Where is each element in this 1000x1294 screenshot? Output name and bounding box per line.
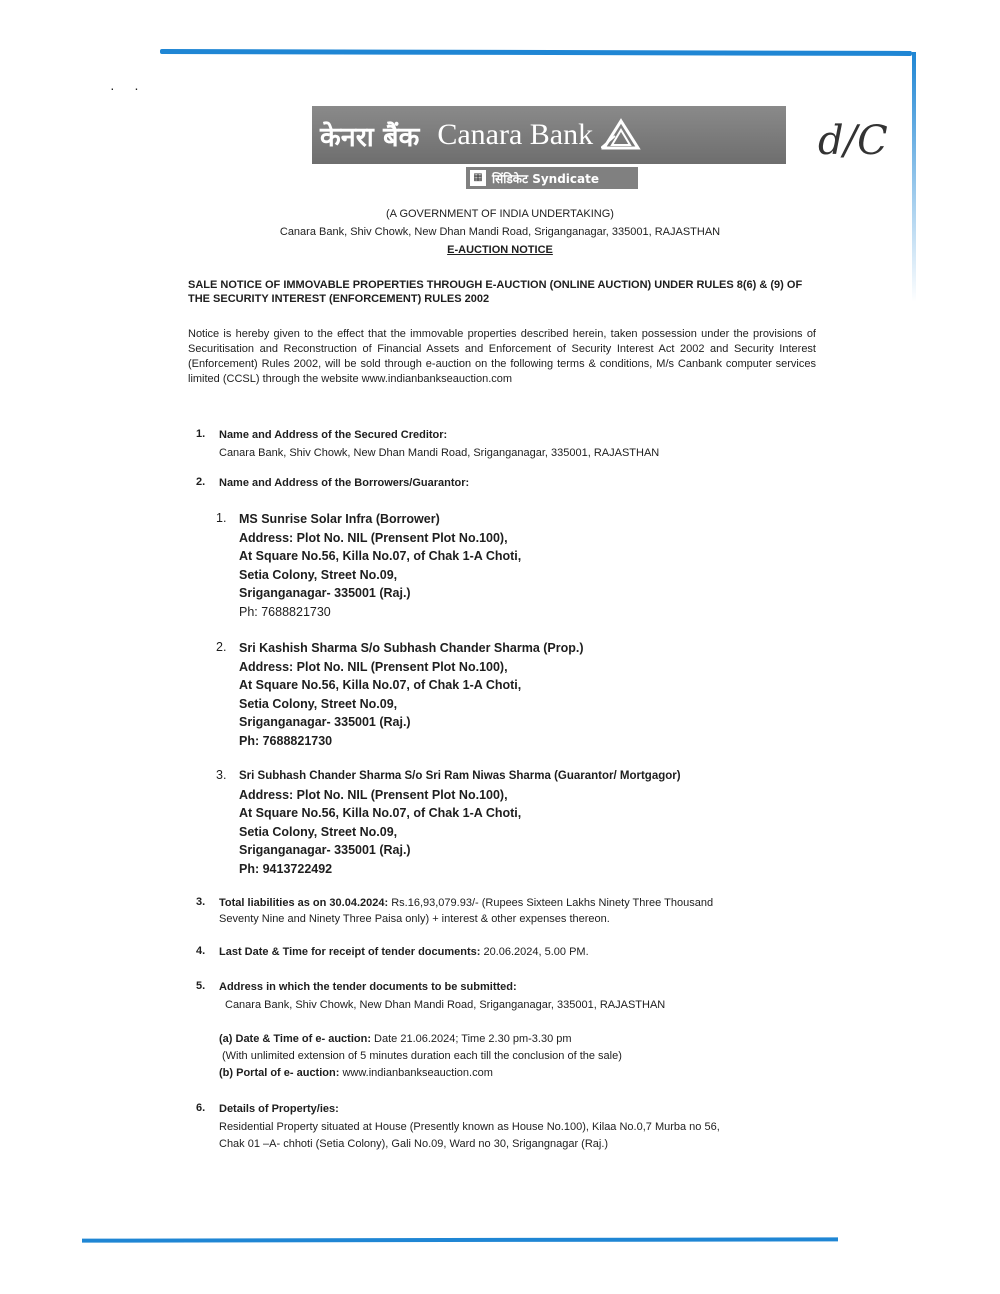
party-name: Sri Subhash Chander Sharma S/o Sri Ram Niwas Sharma (Guarantor/ Mortgagor)	[239, 770, 681, 782]
handwritten-mark: d/C	[818, 118, 888, 164]
notice-title: E-AUCTION NOTICE	[447, 244, 553, 256]
party-address: Setia Colony, Street No.09,	[239, 824, 398, 839]
party-1-number: 1.	[216, 511, 227, 525]
party-name: Sri Kashish Sharma S/o Subhash Chander Sharma (Prop.)	[239, 641, 584, 655]
item-1-value: Canara Bank, Shiv Chowk, New Dhan Mandi Road, Sriganganagar, 335001, RAJASTHAN	[219, 447, 660, 459]
party-1	[239, 510, 521, 621]
party-address: At Square No.56, Killa No.07, of Chak 1-A Choti,	[239, 549, 522, 563]
party-phone: Ph: 9413722492	[239, 861, 333, 876]
undertaking-line: (A GOVERNMENT OF INDIA UNDERTAKING)	[386, 208, 614, 220]
item-5-number: 5.	[196, 980, 206, 992]
auction-portal-line	[219, 1066, 493, 1081]
party-3	[239, 767, 681, 878]
item-1-number: 1.	[196, 428, 206, 440]
party-address: Setia Colony, Street No.09,	[239, 567, 398, 582]
item-3-value: Rs.16,93,079.93/- (Rupees Sixteen Lakhs Ninety Three Thousand	[391, 897, 714, 909]
item-3-text	[219, 896, 819, 911]
auction-portal-value: www.indianbankseauction.com	[342, 1067, 493, 1079]
item-5-value: Canara Bank, Shiv Chowk, New Dhan Mandi Road, Sriganganagar, 335001, RAJASTHAN	[225, 999, 666, 1011]
party-address: Address: Plot No. NIL (Prensent Plot No.100),	[239, 530, 508, 545]
auction-date-label: (a) Date & Time of e- auction:	[219, 1033, 371, 1045]
canara-triangle-icon	[601, 118, 641, 152]
syndicate-icon: ▦	[470, 170, 486, 186]
item-6-number: 6.	[196, 1102, 206, 1114]
bottom-border-line	[82, 1237, 838, 1242]
scan-specks: · ·	[110, 80, 139, 96]
party-address: Sriganganagar- 335001 (Raj.)	[239, 843, 411, 857]
sale-heading: SALE NOTICE OF IMMOVABLE PROPERTIES THROUGH E-AUCTION (ONLINE AUCTION) UNDER RULES 8(6) & (9) OF THE SECURITY INTEREST (ENFORCEMENT) RULES 2002	[188, 279, 803, 305]
party-address: Address: Plot No. NIL (Prensent Plot No.100),	[239, 659, 508, 674]
item-2-number: 2.	[196, 476, 206, 488]
intro-paragraph: Notice is hereby given to the effect that the immovable properties described herein, taken possession under the provisions of Securitisation and Reconstruction of Financial Assets and Enforcement of Security Interest Act 2002 and Security Interest (Enforcement) Rules 2002, will be sold through e-auction on the following terms & conditions, M/s Canbank computer services limited (CCSL) through the website www.indianbankseauction.com	[188, 328, 816, 385]
canara-bank-logo	[312, 106, 786, 164]
party-2	[239, 639, 584, 750]
right-border-line	[912, 52, 916, 302]
item-5-label: Address in which the tender documents to be submitted:	[219, 981, 517, 993]
item-1-label: Name and Address of the Secured Creditor:	[219, 429, 448, 441]
item-4-text	[219, 945, 589, 960]
item-3-number: 3.	[196, 896, 206, 908]
auction-portal-label: (b) Portal of e- auction:	[219, 1067, 340, 1079]
logo-english-text: Canara Bank	[437, 118, 594, 151]
item-6-value-cont: Chak 01 –A- chhoti (Setia Colony), Gali No.09, Ward no 30, Srigangnagar (Raj.)	[219, 1138, 609, 1150]
party-address: At Square No.56, Killa No.07, of Chak 1-A Choti,	[239, 678, 522, 692]
item-3-label: Total liabilities as on 30.04.2024:	[219, 897, 389, 909]
party-address: Address: Plot No. NIL (Prensent Plot No.100),	[239, 787, 508, 802]
party-address: Sriganganagar- 335001 (Raj.)	[239, 715, 411, 729]
auction-date-line	[219, 1032, 572, 1047]
party-phone: Ph: 7688821730	[239, 733, 333, 748]
party-2-number: 2.	[216, 640, 227, 654]
top-border-line	[160, 49, 912, 56]
item-2-label: Name and Address of the Borrowers/Guarantor:	[219, 477, 470, 489]
item-4-value: 20.06.2024, 5.00 PM.	[483, 946, 589, 958]
syndicate-text: सिंडिकेट Syndicate	[492, 171, 599, 186]
logo-hindi-text: केनरा बैंक	[320, 121, 420, 153]
item-3-value-cont: Seventy Nine and Ninety Three Paisa only) + interest & other expenses thereon.	[219, 913, 610, 925]
item-6-label: Details of Property/ies:	[219, 1103, 339, 1115]
party-address: Setia Colony, Street No.09,	[239, 696, 398, 711]
party-name: MS Sunrise Solar Infra (Borrower)	[239, 512, 440, 526]
item-4-label: Last Date & Time for receipt of tender documents:	[219, 946, 481, 958]
auction-date-value: Date 21.06.2024; Time 2.30 pm-3.30 pm	[374, 1033, 572, 1045]
party-address: At Square No.56, Killa No.07, of Chak 1-A Choti,	[239, 806, 522, 820]
bank-address: Canara Bank, Shiv Chowk, New Dhan Mandi Road, Sriganganagar, 335001, RAJASTHAN	[279, 226, 721, 238]
item-4-number: 4.	[196, 945, 206, 957]
party-address: Sriganganagar- 335001 (Raj.)	[239, 586, 411, 600]
party-phone: Ph: 7688821730	[239, 604, 331, 619]
party-3-number: 3.	[216, 768, 227, 782]
item-6-value: Residential Property situated at House (Presently known as House No.100), Kilaa No.0,7 Murba no 56,	[219, 1121, 720, 1133]
syndicate-logo	[466, 167, 638, 189]
auction-extension-note: (With unlimited extension of 5 minutes duration each till the conclusion of the sale)	[222, 1050, 622, 1062]
